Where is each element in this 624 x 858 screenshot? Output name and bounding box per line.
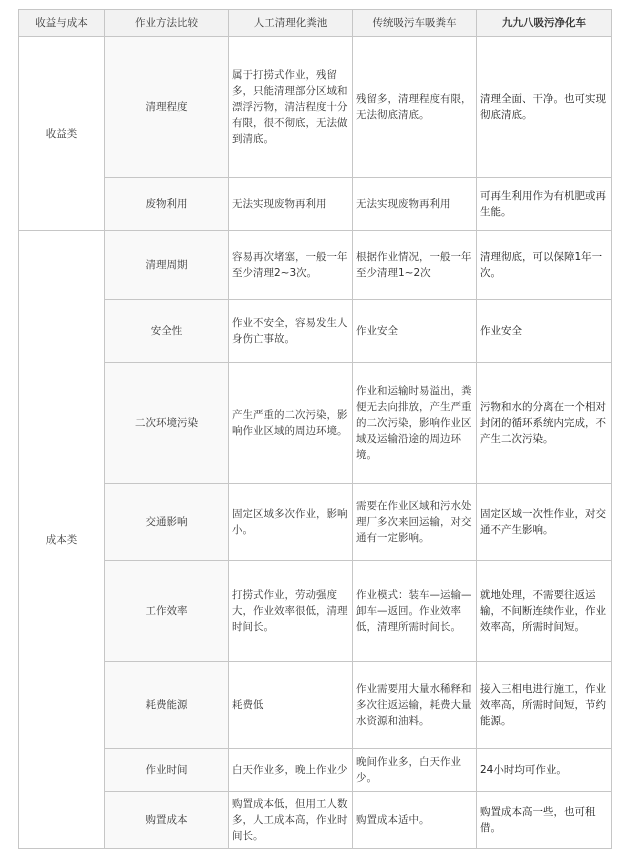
table-row <box>19 749 612 792</box>
header-method: 作业方法比较 <box>105 10 229 37</box>
table-row <box>19 37 612 178</box>
header-jjb: 九九八吸污净化车 <box>477 10 612 37</box>
jjb-cell: 清理全面、干净。也可实现彻底清底。 <box>477 37 612 178</box>
traditional-cell: 无法实现废物再利用 <box>353 178 477 231</box>
traditional-cell: 作业和运输时易溢出，粪便无去向排放，产生严重的二次污染，影响作业区域及运输沿途的周边环境。 <box>353 363 477 484</box>
table-row <box>19 561 612 662</box>
traditional-cell: 作业模式：装车—运输—卸车—返回。作业效率低，清理所需时间长。 <box>353 561 477 662</box>
table-row <box>19 484 612 561</box>
jjb-cell: 作业安全 <box>477 300 612 363</box>
metric-cell: 清理周期 <box>105 231 229 300</box>
manual-cell: 属于打捞式作业，残留多，只能清理部分区域和漂浮污物，清洁程度十分有限，很不彻底，无法做到清底。 <box>229 37 353 178</box>
manual-cell: 耗费低 <box>229 662 353 749</box>
jjb-cell: 接入三相电进行施工，作业效率高，所需时间短，节约能源。 <box>477 662 612 749</box>
manual-cell: 无法实现废物再利用 <box>229 178 353 231</box>
jjb-cell: 固定区域一次性作业，对交通不产生影响。 <box>477 484 612 561</box>
manual-cell: 白天作业多，晚上作业少 <box>229 749 353 792</box>
comparison-table <box>18 9 612 849</box>
traditional-cell: 根据作业情况，一般一年至少清理1~2次 <box>353 231 477 300</box>
traditional-cell: 需要在作业区域和污水处理厂多次来回运输，对交通有一定影响。 <box>353 484 477 561</box>
metric-cell: 清理程度 <box>105 37 229 178</box>
traditional-cell: 晚间作业多，白天作业少。 <box>353 749 477 792</box>
table-row <box>19 178 612 231</box>
manual-cell: 购置成本低，但用工人数多，人工成本高，作业时间长。 <box>229 792 353 849</box>
metric-cell: 工作效率 <box>105 561 229 662</box>
jjb-cell: 清理彻底，可以保障1年一次。 <box>477 231 612 300</box>
manual-cell: 打捞式作业，劳动强度大，作业效率很低，清理时间长。 <box>229 561 353 662</box>
table-header-row <box>19 10 612 37</box>
traditional-cell: 作业安全 <box>353 300 477 363</box>
jjb-cell: 可再生利用作为有机肥或再生能。 <box>477 178 612 231</box>
table-row <box>19 363 612 484</box>
metric-cell: 耗费能源 <box>105 662 229 749</box>
manual-cell: 产生严重的二次污染，影响作业区域的周边环境。 <box>229 363 353 484</box>
category-cost: 成本类 <box>19 231 105 849</box>
table-row <box>19 792 612 849</box>
traditional-cell: 作业需要用大量水稀释和多次往返运输，耗费大量水资源和油料。 <box>353 662 477 749</box>
manual-cell: 容易再次堵塞，一般一年至少清理2~3次。 <box>229 231 353 300</box>
metric-cell: 交通影响 <box>105 484 229 561</box>
header-income-cost: 收益与成本 <box>19 10 105 37</box>
traditional-cell: 残留多，清理程度有限，无法彻底清底。 <box>353 37 477 178</box>
metric-cell: 作业时间 <box>105 749 229 792</box>
metric-cell: 废物利用 <box>105 178 229 231</box>
manual-cell: 作业不安全，容易发生人身伤亡事故。 <box>229 300 353 363</box>
header-manual: 人工清理化粪池 <box>229 10 353 37</box>
jjb-cell: 24小时均可作业。 <box>477 749 612 792</box>
traditional-cell: 购置成本适中。 <box>353 792 477 849</box>
category-income: 收益类 <box>19 37 105 231</box>
manual-cell: 固定区域多次作业，影响小。 <box>229 484 353 561</box>
metric-cell: 安全性 <box>105 300 229 363</box>
table-row <box>19 300 612 363</box>
metric-cell: 二次环境污染 <box>105 363 229 484</box>
table-row <box>19 662 612 749</box>
jjb-cell: 污物和水的分离在一个相对封闭的循环系统内完成，不产生二次污染。 <box>477 363 612 484</box>
jjb-cell: 购置成本高一些，也可租借。 <box>477 792 612 849</box>
header-traditional: 传统吸污车吸粪车 <box>353 10 477 37</box>
jjb-cell: 就地处理，不需要往返运输，不间断连续作业，作业效率高，所需时间短。 <box>477 561 612 662</box>
table-row <box>19 231 612 300</box>
metric-cell: 购置成本 <box>105 792 229 849</box>
